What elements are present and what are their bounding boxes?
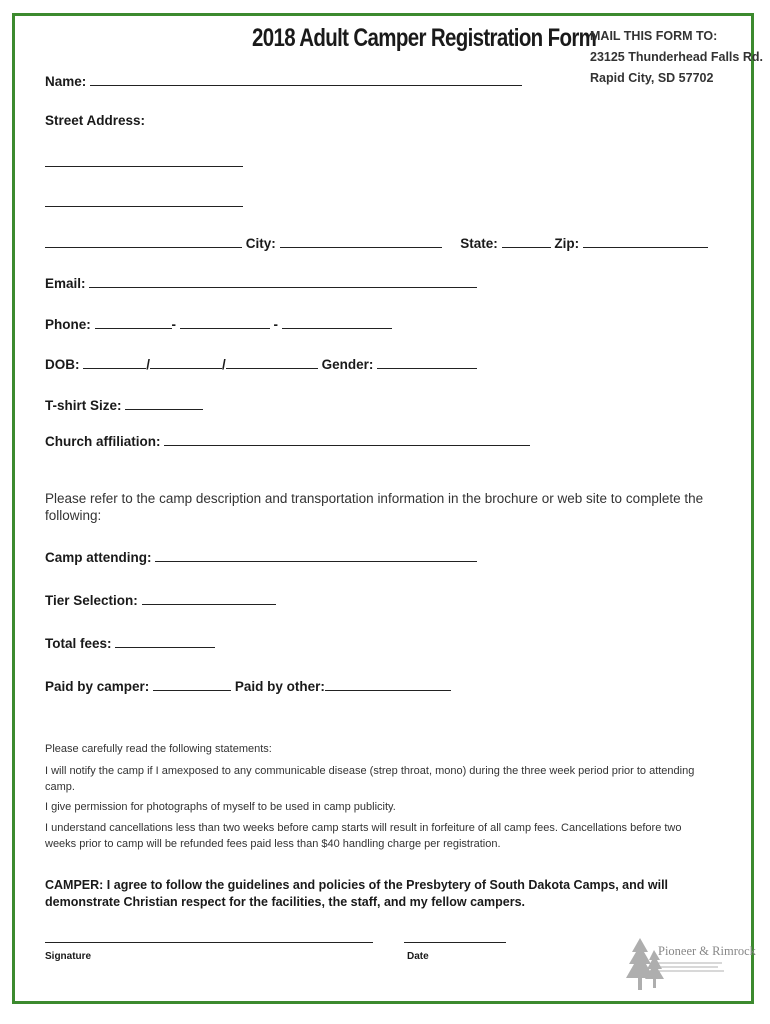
signature-field[interactable] xyxy=(45,942,373,943)
dob-row xyxy=(45,355,477,372)
dob-separator: / xyxy=(146,357,151,372)
paid-other-field[interactable] xyxy=(325,677,451,691)
church-field[interactable] xyxy=(164,432,530,446)
street-field-3[interactable] xyxy=(45,234,242,248)
church-label: Church affiliation: xyxy=(45,434,161,449)
state-label: State: xyxy=(460,236,498,251)
phone-area-field[interactable] xyxy=(95,315,172,329)
form-title: 2018 Adult Camper Registration Form xyxy=(252,24,597,52)
mail-address-line2: Rapid City, SD 57702 xyxy=(590,71,714,85)
name-field[interactable] xyxy=(90,72,522,86)
statements-intro: Please carefully read the following statements: xyxy=(45,743,272,755)
email-label: Email: xyxy=(45,276,86,291)
city-label: City: xyxy=(245,236,276,251)
phone-separator: - xyxy=(273,317,279,332)
signature-label: Signature xyxy=(45,951,92,962)
statement-3: I understand cancellations less than two weeks before camp starts will result in forfeiture of all camp fees. Cancellations before two weeks prior to camp will be refunded fees paid less than $40 handling charge per registration. xyxy=(45,822,682,850)
zip-field[interactable] xyxy=(583,234,708,248)
logo-tagline-icon xyxy=(658,960,728,974)
tshirt-label: T-shirt Size: xyxy=(45,398,122,413)
street-line-1[interactable] xyxy=(45,153,243,170)
gender-label: Gender: xyxy=(321,357,374,372)
street-field-2[interactable] xyxy=(45,193,243,207)
tier-field[interactable] xyxy=(142,591,276,605)
paid-row xyxy=(45,677,451,694)
statement-2: I give permission for photographs of myself to be used in camp publicity. xyxy=(45,801,396,813)
city-row xyxy=(45,234,708,251)
paid-other-label: Paid by other: xyxy=(234,679,325,694)
tshirt-field[interactable] xyxy=(125,396,203,410)
tshirt-row xyxy=(45,396,203,413)
fees-label: Total fees: xyxy=(45,636,112,651)
phone-line-field[interactable] xyxy=(282,315,392,329)
paid-camper-label: Paid by camper: xyxy=(45,679,150,694)
phone-label: Phone: xyxy=(45,317,91,332)
instructions-text: Please refer to the camp description and transportation information in the brochure or web site to complete the following: xyxy=(45,491,704,523)
zip-label: Zip: xyxy=(554,236,580,251)
city-field[interactable] xyxy=(280,234,442,248)
mailing-address xyxy=(590,26,763,89)
date-field[interactable] xyxy=(404,942,506,943)
camp-label: Camp attending: xyxy=(45,550,152,565)
camper-agreement: CAMPER: I agree to follow the guidelines and policies of the Presbytery of South Dakota Camps, and will demonstrate Christian respect for the facilities, the staff, and my fellow campers. xyxy=(45,878,669,909)
email-row xyxy=(45,274,477,291)
email-field[interactable] xyxy=(89,274,477,288)
name-row xyxy=(45,72,522,89)
date-label: Date xyxy=(407,951,429,962)
dob-label: DOB: xyxy=(45,357,80,372)
mail-heading: MAIL THIS FORM TO: xyxy=(590,29,718,43)
tier-row xyxy=(45,591,276,608)
street-line-2[interactable] xyxy=(45,193,243,210)
phone-row xyxy=(45,315,392,332)
dob-month-field[interactable] xyxy=(83,355,146,369)
phone-prefix-field[interactable] xyxy=(180,315,270,329)
fees-row xyxy=(45,634,215,651)
statement-1: I will notify the camp if I amexposed to any communicable disease (strep throat, mono) during the three week period prior to attending camp. xyxy=(45,765,695,793)
mail-address-line1: 23125 Thunderhead Falls Rd. xyxy=(590,50,763,64)
camp-logo: Pioneer & Rimrock xyxy=(658,944,756,958)
fees-field[interactable] xyxy=(115,634,215,648)
street-label: Street Address: xyxy=(45,113,146,128)
street-field-1[interactable] xyxy=(45,153,243,167)
church-row xyxy=(45,432,530,449)
street-label-row xyxy=(45,113,145,128)
tier-label: Tier Selection: xyxy=(45,593,138,608)
paid-camper-field[interactable] xyxy=(153,677,231,691)
gender-field[interactable] xyxy=(377,355,477,369)
dob-day-field[interactable] xyxy=(150,355,222,369)
state-field[interactable] xyxy=(502,234,551,248)
phone-separator: - xyxy=(171,317,177,332)
camp-row xyxy=(45,548,477,565)
camp-field[interactable] xyxy=(155,548,477,562)
name-label: Name: xyxy=(45,74,87,89)
dob-separator: / xyxy=(222,357,226,372)
dob-year-field[interactable] xyxy=(226,355,318,369)
